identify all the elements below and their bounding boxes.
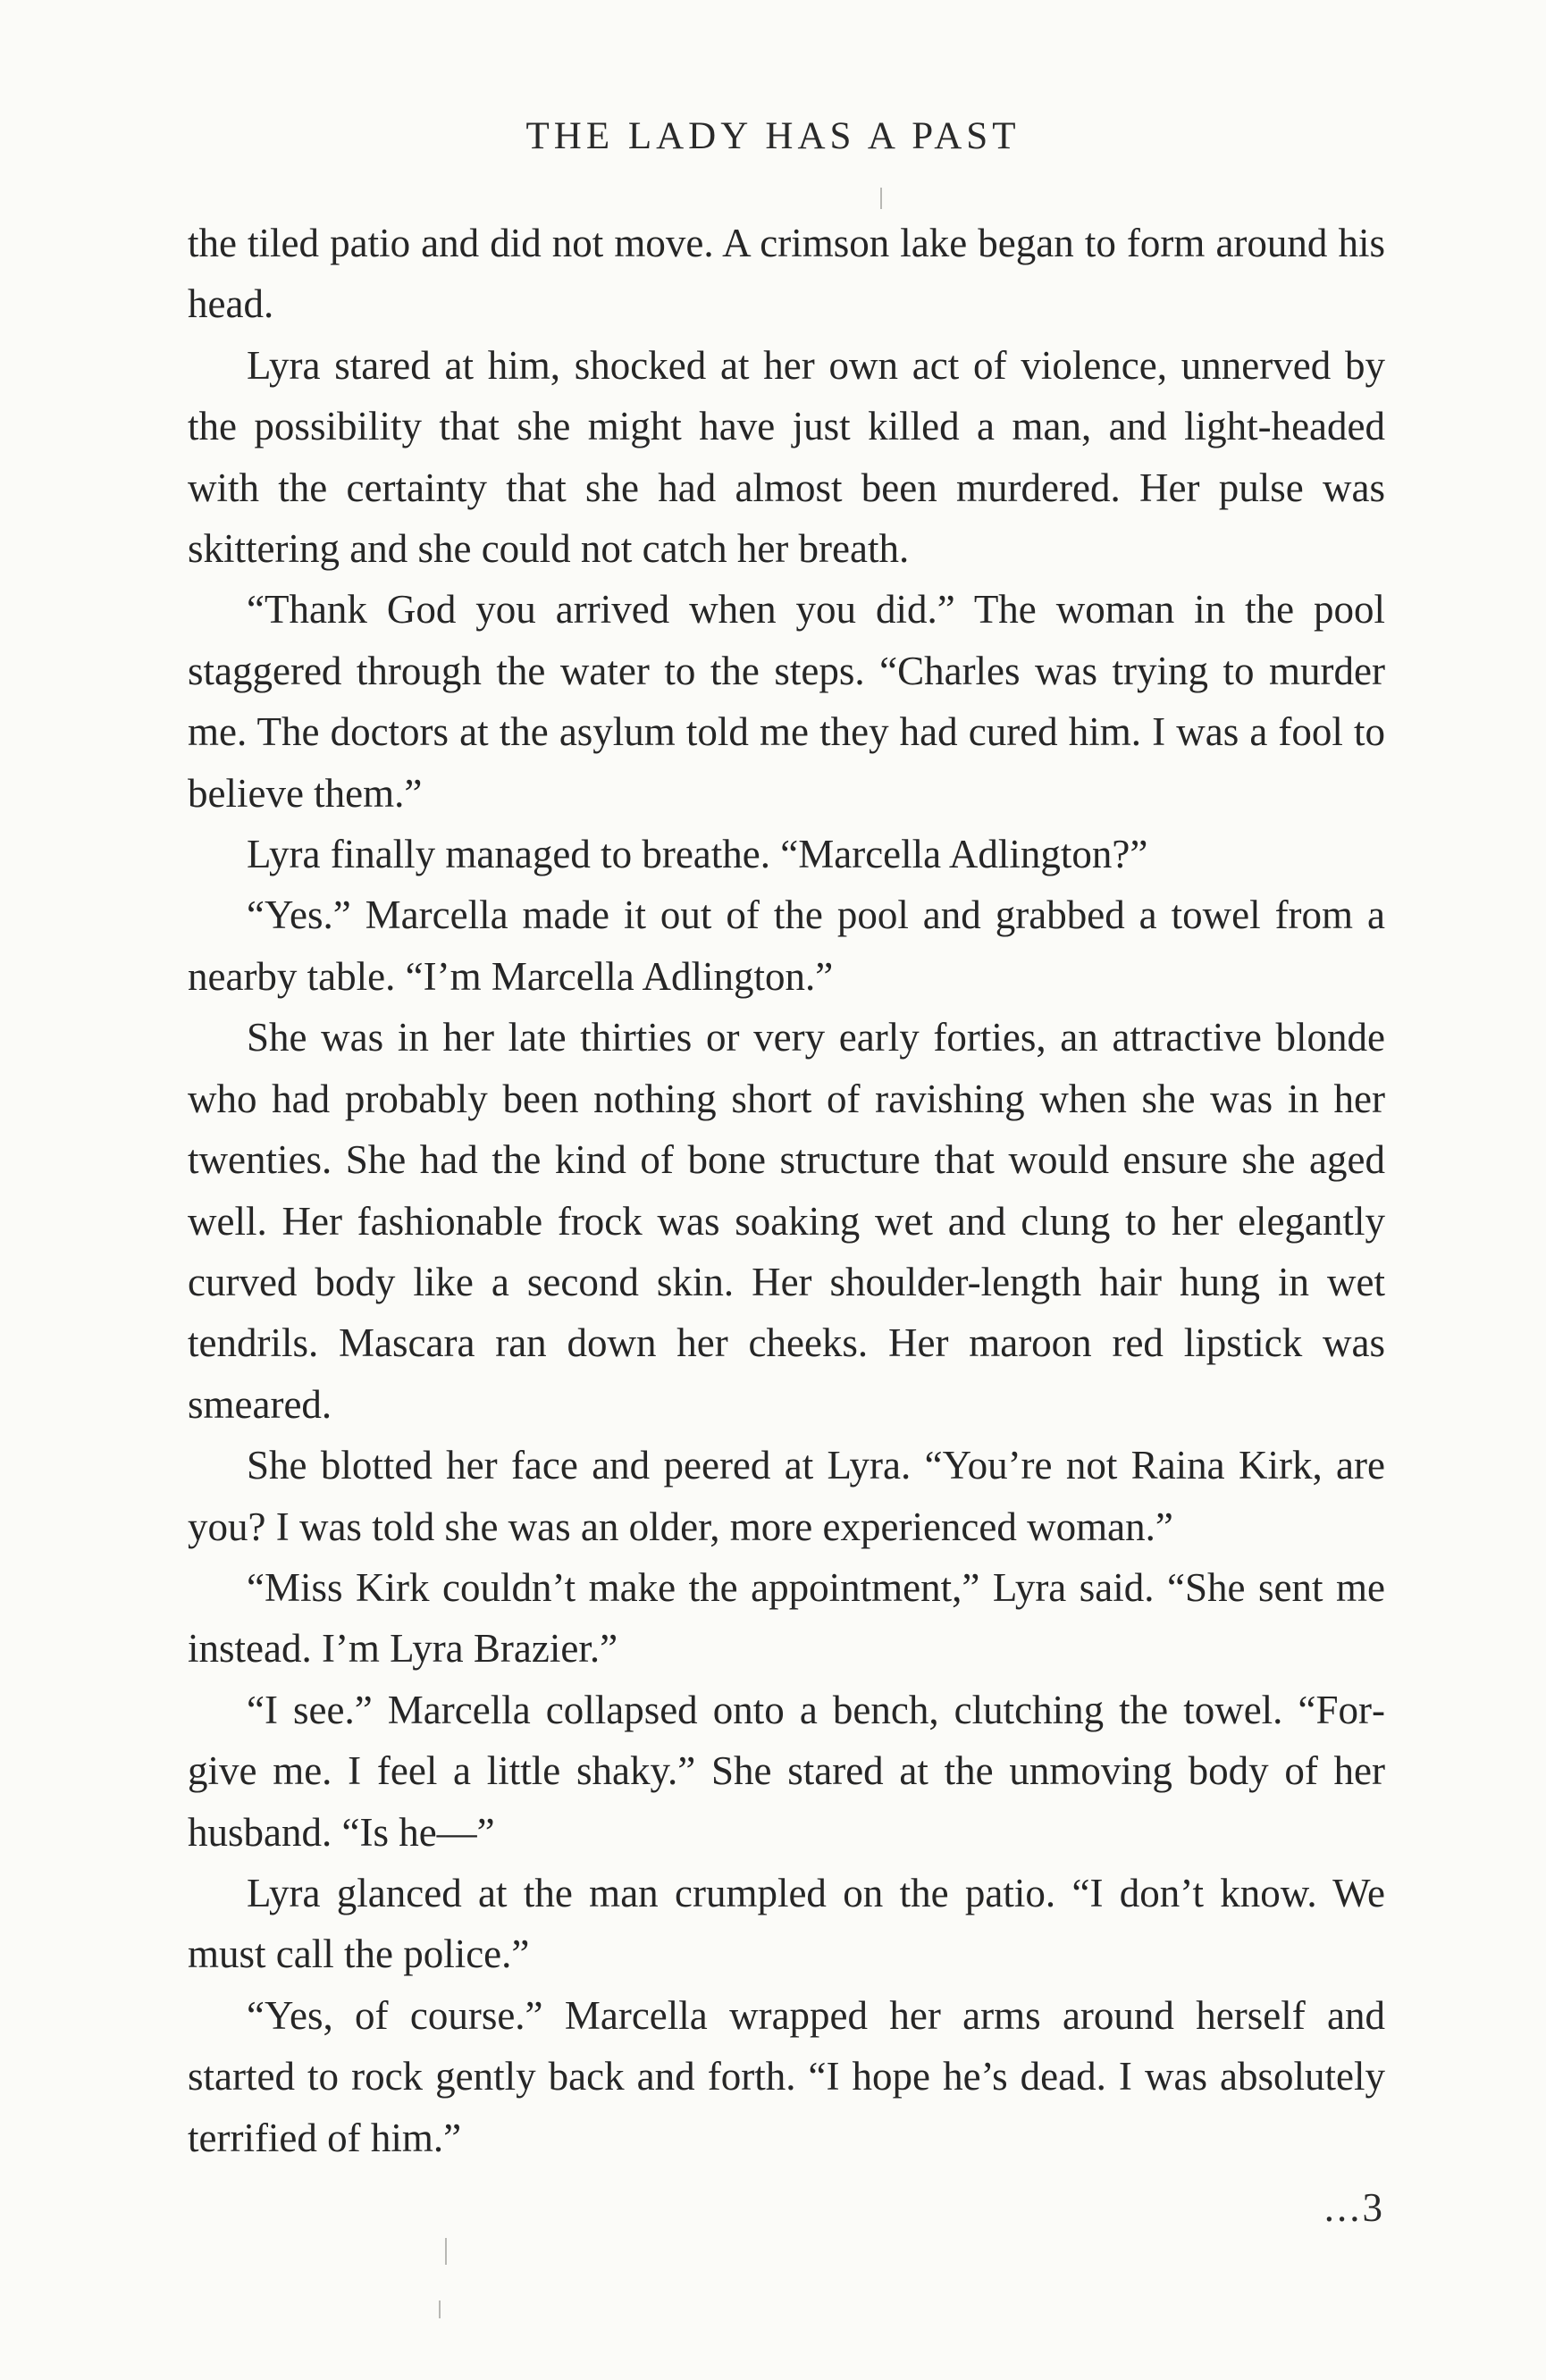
paragraph-11: “Yes, of course.” Marcella wrapped her arms around herself and started to rock gently back and forth. “I hope he’s dead. I was absolutely terrified of him.” (188, 1992, 1385, 2160)
paragraph-8: “Miss Kirk couldn’t make the appointment,” Lyra said. “She sent me instead. I’m Lyra Brazier.” (188, 1564, 1385, 1672)
scan-artifact-bottom (445, 2238, 447, 2265)
paragraph-5: “Yes.” Marcella made it out of the pool and grabbed a towel from a nearby table. “I’m Marcella Adlington.” (188, 892, 1385, 999)
paragraph-2: Lyra stared at him, shocked at her own act of violence, unnerved by the possibility that she might have just killed a man, and light-headed with the certainty that she had almost been murdered. Her pulse was skittering and she could not catch her breath. (188, 342, 1385, 572)
scan-artifact-bottom-2 (439, 2300, 441, 2318)
body-text (188, 213, 1385, 2168)
paragraph-10: Lyra glanced at the man crumpled on the patio. “I don’t know. We must call the police.” (188, 1870, 1385, 1977)
page-number: ...3 (1323, 2185, 1385, 2230)
paragraph-4: Lyra finally managed to breathe. “Marcella Adlington?” (247, 832, 1148, 877)
running-header: THE LADY HAS A PAST (525, 115, 1021, 157)
paragraph-1: the tiled patio and did not move. A crimson lake began to form around his head. (188, 221, 1385, 327)
scan-artifact-top (880, 188, 882, 209)
paragraph-7: She blotted her face and peered at Lyra. “You’re not Raina Kirk, are you? I was told she was an older, more experienced woman.” (188, 1443, 1385, 1549)
paragraph-9: “I see.” Marcella collapsed onto a bench, clutching the towel. “Forgive me. I feel a little shaky.” She stared at the unmoving body of her husband. “Is he—” (188, 1687, 1385, 1855)
paragraph-3: “Thank God you arrived when you did.” The woman in the pool staggered through the water to the steps. “Charles was trying to murder me. The doctors at the asylum told me they had cured him. I was a fool to believe them.” (188, 587, 1385, 816)
paragraph-6: She was in her late thirties or very early forties, an attractive blonde who had probably been nothing short of ravishing when she was in her twenties. She had the kind of bone structure that would ensure she aged well. Her fashionable frock was soaking wet and clung to her elegantly curved body like a second skin. Her shoulder-length hair hung in wet tendrils. Mascara ran down her cheeks. Her maroon red lipstick was smeared. (188, 1015, 1385, 1427)
